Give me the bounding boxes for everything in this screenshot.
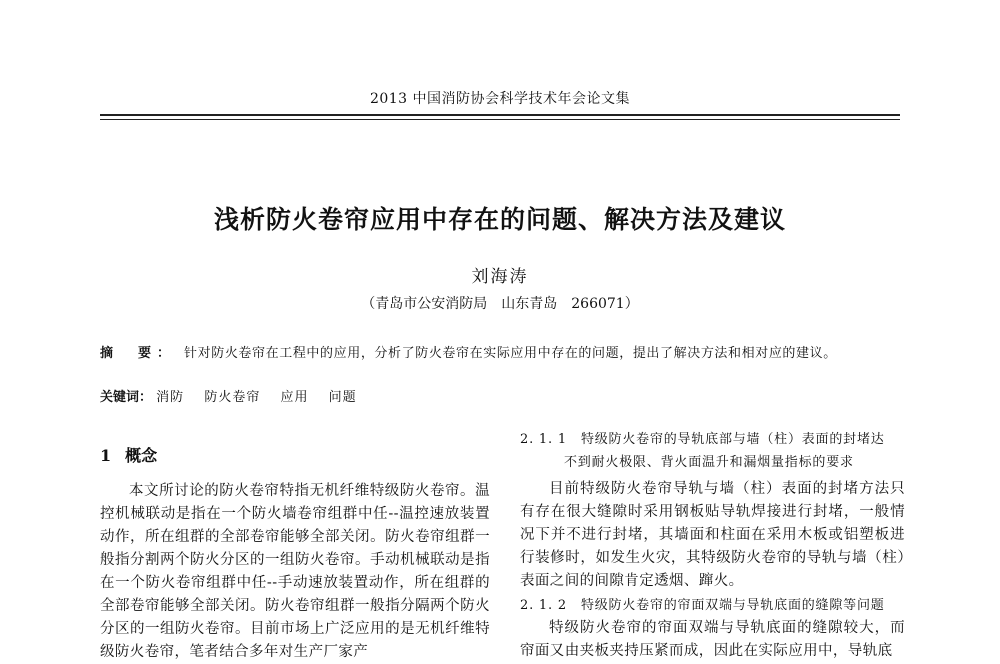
author: 刘海涛 xyxy=(471,267,529,287)
keyword: 应用 xyxy=(280,390,309,405)
section-heading xyxy=(100,443,157,466)
abstract xyxy=(100,342,900,365)
paper-title: 浅析防火卷帘应用中存在的问题、解决方法及建议 xyxy=(213,205,786,234)
keyword: 问题 xyxy=(328,390,357,405)
subsection-title-line2: 不到耐火极限、背火面温升和漏烟量指标的要求 xyxy=(564,455,854,470)
keyword: 消防 xyxy=(156,390,185,405)
header-rule-thick xyxy=(100,114,900,116)
subsection-title: 特级防火卷帘的帘面双端与导轨底面的缝隙等问题 xyxy=(580,598,885,613)
subsection-number: 2. 1. 2 xyxy=(520,598,567,613)
keyword: 防火卷帘 xyxy=(204,390,261,405)
section-number: 1 xyxy=(100,446,112,465)
subsection-paragraph: 目前特级防火卷帘导轨与墙（柱）表面的封堵方法只有存在很大缝隙时采用钢板贴导轨焊接进行封堵，一般情况下并不进行封堵，其墙面和柱面在采用木板或铝塑板进行装修时，如发生火灾，其特级防火卷帘的导轨与墙（柱）表面之间的间隙肯定透烟、蹿火。 xyxy=(520,481,905,589)
subsection-heading xyxy=(520,594,905,617)
subsection-paragraph: 特级防火卷帘的帘面双端与导轨底面的缝隙较大，而帘面又由夹板夹持压紧而成，因此在实际应用中，导轨底 xyxy=(520,620,905,659)
subsection-heading xyxy=(520,428,905,474)
section-paragraph: 本文所讨论的防火卷帘特指无机纤维特级防火卷帘。温控机械联动是指在一个防火墙卷帘组群中任--温控速放装置动作，所在组群的全部卷帘能够全部关闭。防火卷帘组群一般指分割两个防火分区的一组防火卷帘。手动机械联动是指在一个防火卷帘组群中任--手动速放装置动作，所在组群的全部卷帘能够全部关闭。防火卷帘组群一般指分隔两个防火分区的一组防火卷帘。目前市场上广泛应用的是无机纤维特级防火卷帘，笔者结合多年对生产厂家产 xyxy=(100,483,490,660)
keywords xyxy=(100,386,900,409)
abstract-label: 摘 要： xyxy=(100,346,177,361)
header-rule-thin xyxy=(100,119,900,120)
keywords-label: 关键词： xyxy=(100,390,153,405)
subsection-number: 2. 1. 1 xyxy=(520,432,567,447)
section-title: 概念 xyxy=(125,446,158,465)
abstract-text: 针对防火卷帘在工程中的应用，分析了防火卷帘在实际应用中存在的问题，提出了解决方法和相对应的建议。 xyxy=(184,346,837,361)
affiliation: （青岛市公安消防局 山东青岛 266071） xyxy=(361,296,639,312)
running-head: 2013 中国消防协会科学技术年会论文集 xyxy=(369,91,631,107)
subsection-title-line1: 特级防火卷帘的导轨底部与墙（柱）表面的封堵达 xyxy=(580,432,885,447)
